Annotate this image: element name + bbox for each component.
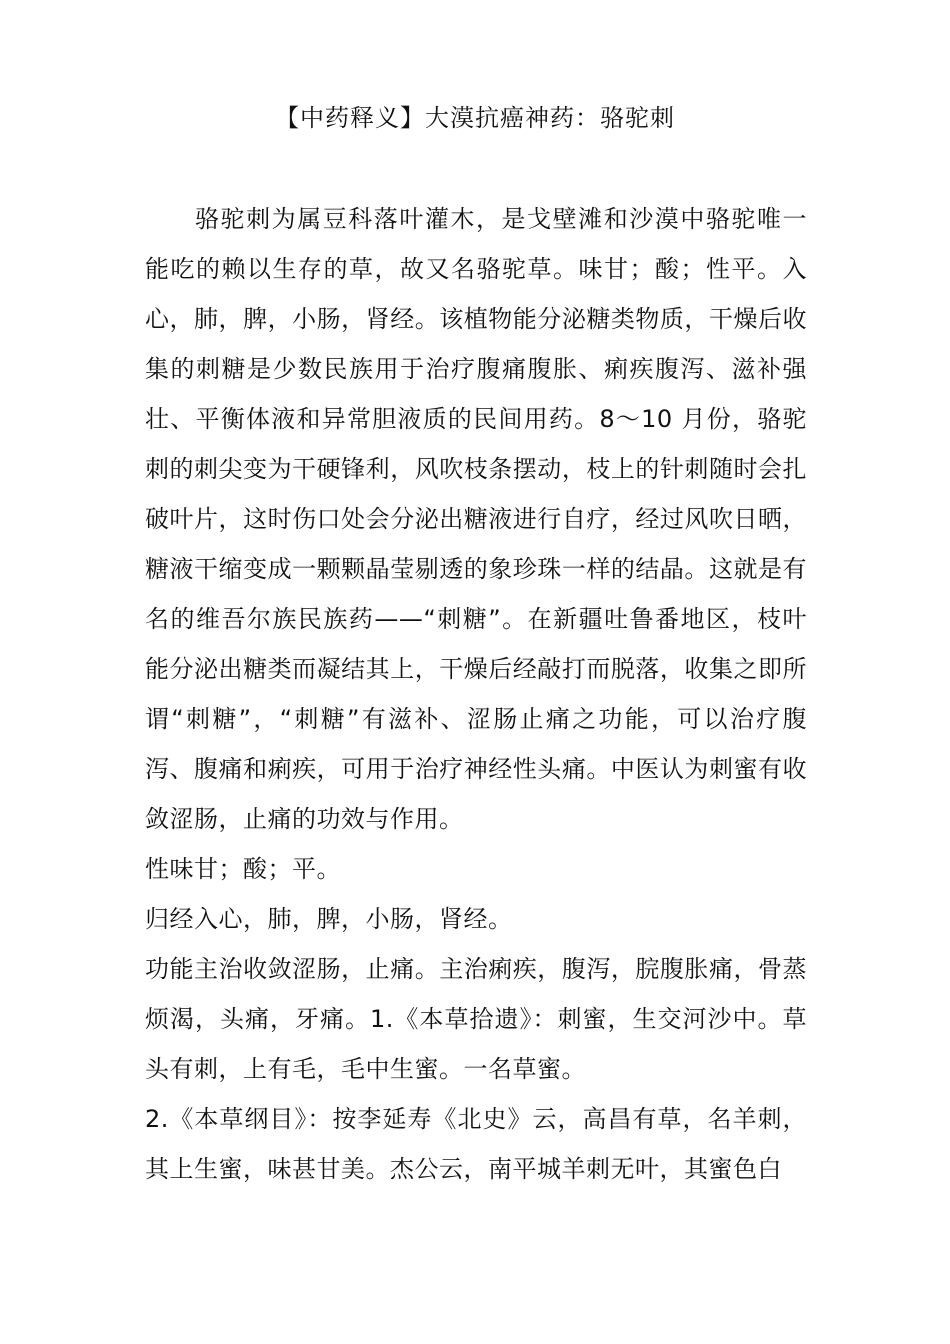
paragraph-compendium: 2.《本草纲目》：按李延寿《北史》云，高昌有草，名羊刺，其上生蜜，味甚甘美。杰公云，南平城羊刺无叶，其蜜色白 bbox=[145, 1105, 807, 1183]
paragraph-intro: 骆驼刺为属豆科落叶灌木，是戈壁滩和沙漠中骆驼唯一能吃的赖以生存的草，故又名骆驼草。味甘；酸；性平。入心，肺，脾，小肠，肾经。该植物能分泌糖类物质，干燥后收集的刺糖是少数民族用于治疗腹痛腹胀、痢疾腹泻、滋补强壮、平衡体液和异常胆液质的民间用药。8～10 月份，骆驼刺的刺尖变为干硬锋利，风吹枝条摆动，枝上的针刺随时会扎破叶片，这时伤口处会分泌出糖液进行自疗，经过风吹日晒，糖液干缩变成一颗颗晶莹剔透的象珍珠一样的结晶。这就是有名的维吾尔族民族药——“刺糖”。在新疆吐鲁番地区，枝叶能分泌出糖类而凝结其上，干燥后经敲打而脱落，收集之即所谓“刺糖”，“刺糖”有滋补、涩肠止痛之功能，可以治疗腹泻、腹痛和痢疾，可用于治疗神经性头痛。中医认为刺蜜有收敛涩肠，止痛的功效与作用。 bbox=[145, 205, 807, 833]
document-body bbox=[145, 194, 807, 1194]
paragraph-functions: 功能主治收敛涩肠，止痛。主治痢疾，腹泻，脘腹胀痛，骨蒸烦渴，头痛，牙痛。1.《本草拾遗》：刺蜜，生交河沙中。草头有刺，上有毛，毛中生蜜。一名草蜜。 bbox=[145, 955, 807, 1083]
paragraph-meridian: 归经入心，肺，脾，小肠，肾经。 bbox=[145, 905, 513, 933]
document-title: 【中药释义】大漠抗癌神药：骆驼刺 bbox=[275, 104, 675, 132]
paragraph-nature-taste: 性味甘；酸；平。 bbox=[145, 855, 341, 883]
